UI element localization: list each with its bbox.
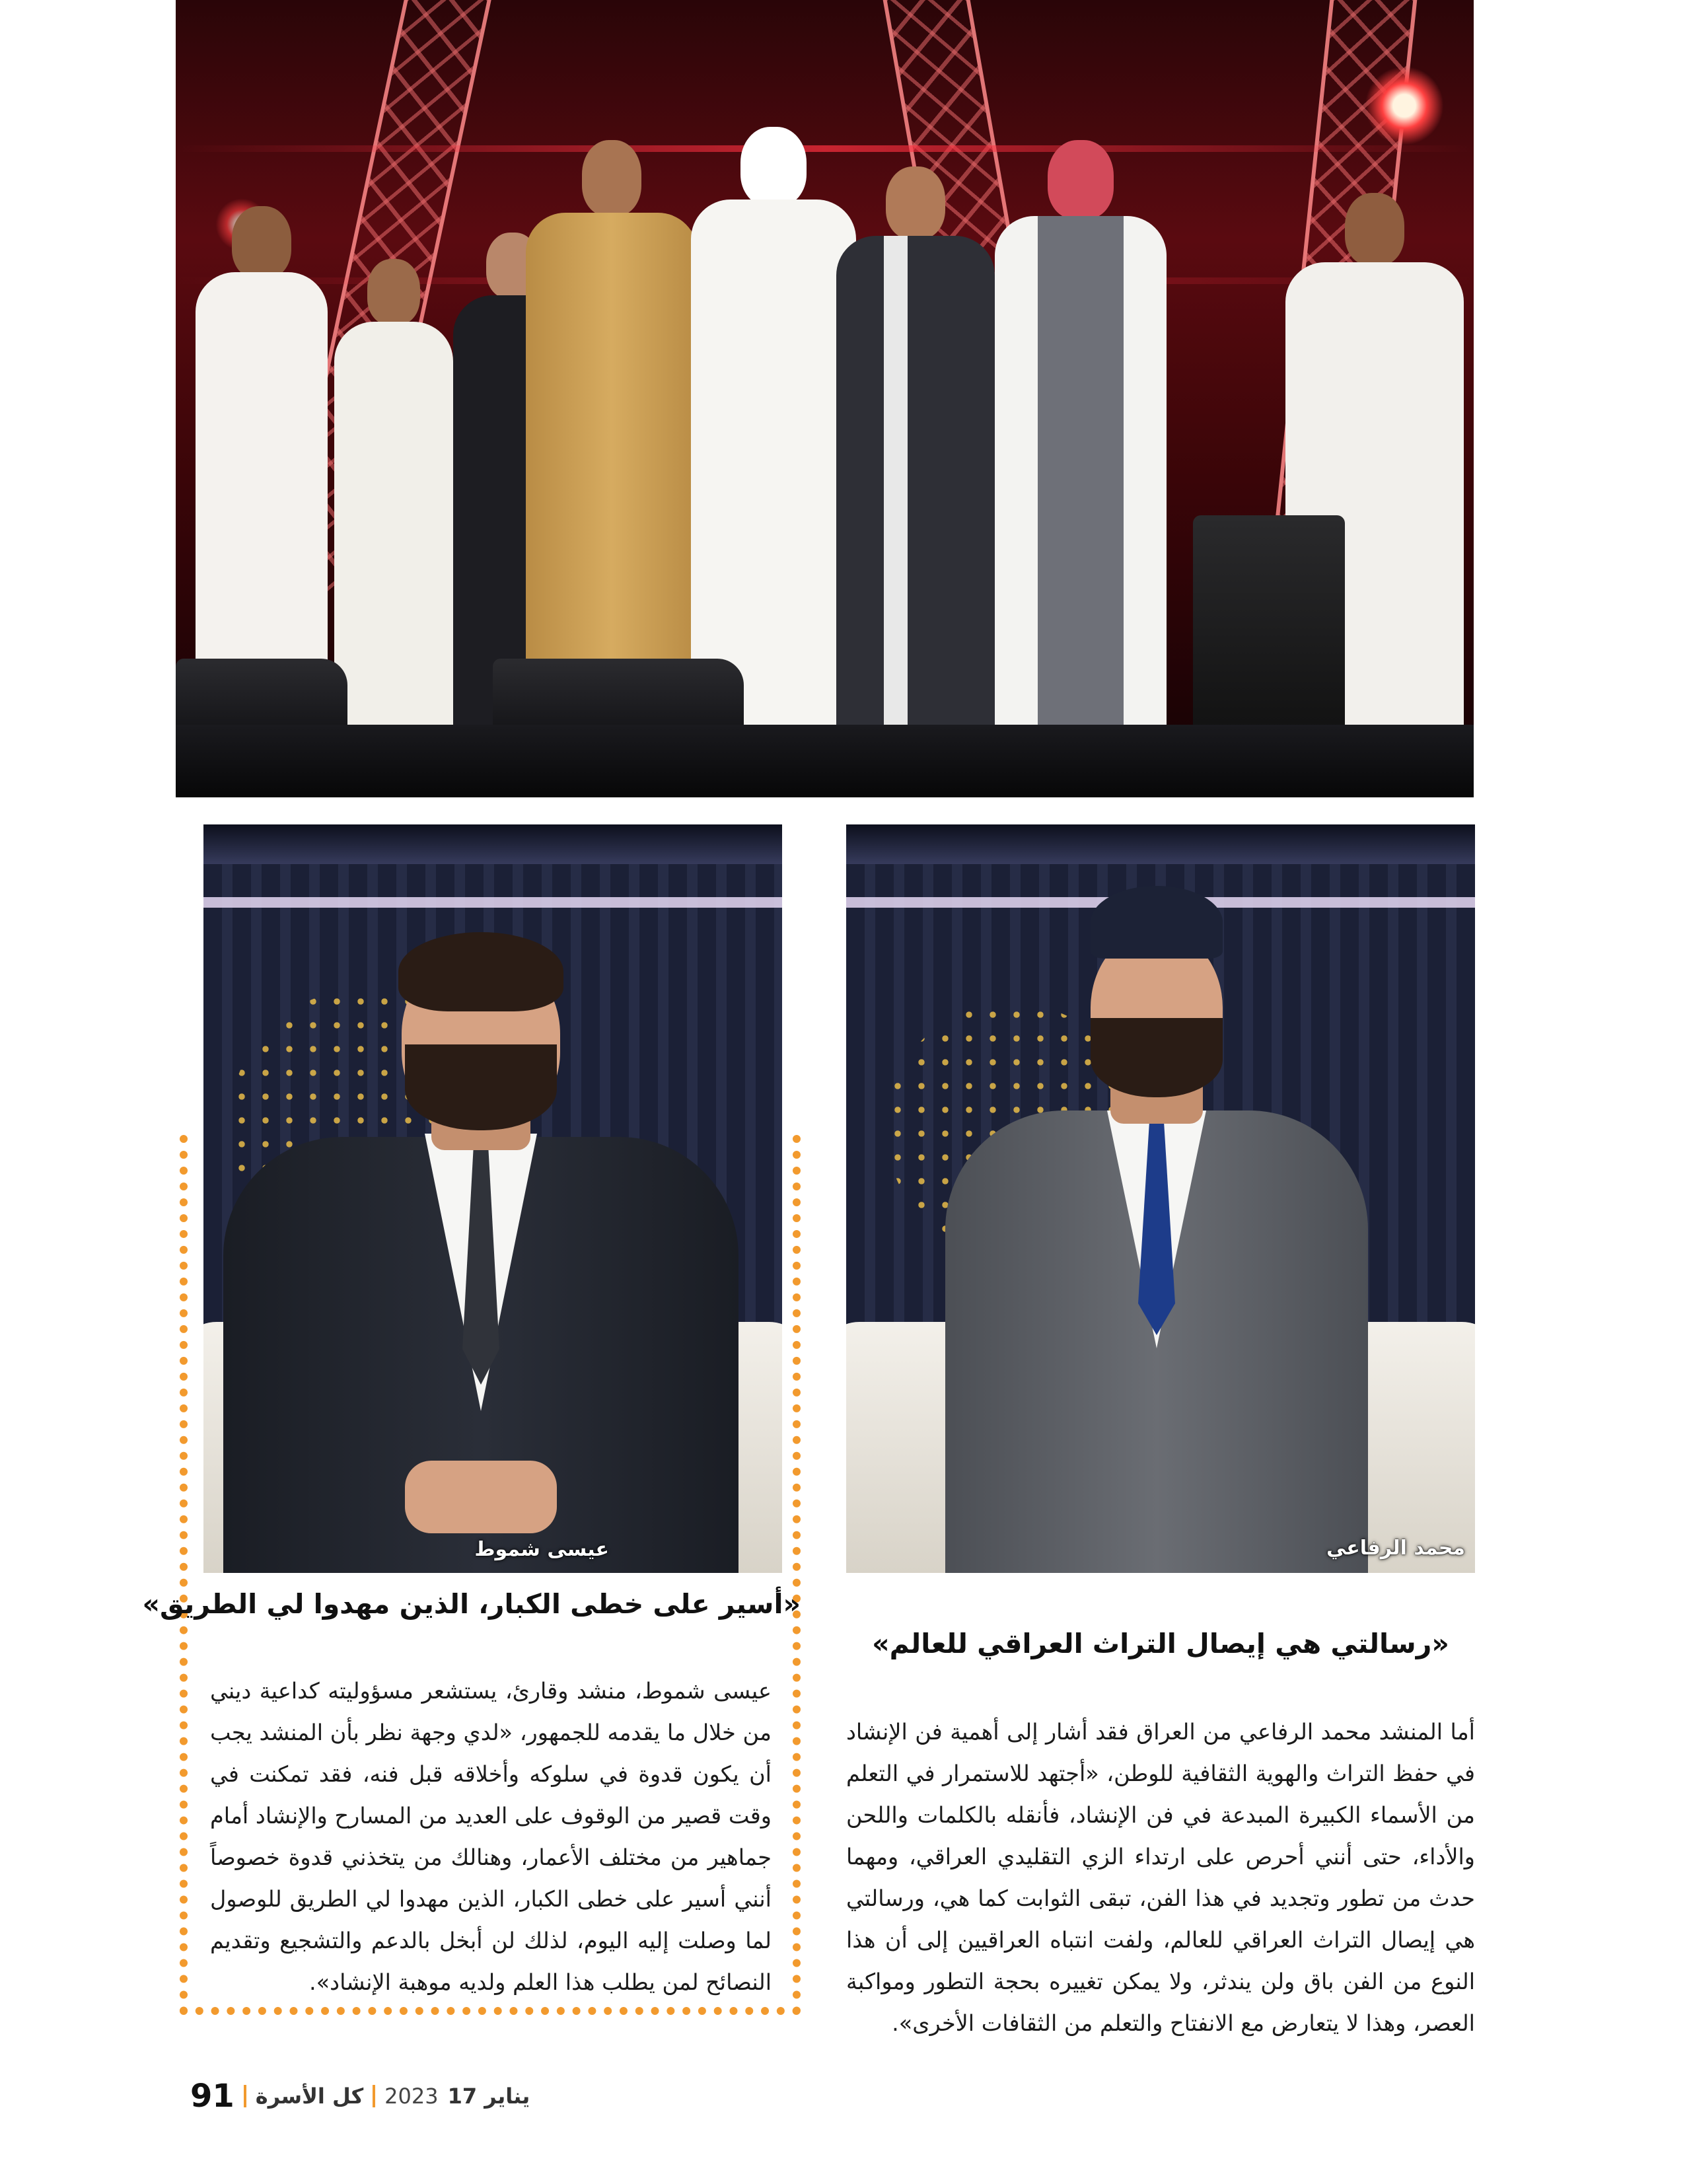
- footer-separator: [244, 2085, 246, 2107]
- page-number: 91: [190, 2078, 234, 2115]
- right-article-paragraph: أما المنشد محمد الرفاعي من العراق فقد أشار إلى أهمية فن الإنشاد في حفظ التراث والهوية الثقافية للوطن، «أجتهد للاستمرار في التعلم من الأسماء الكبيرة المبدعة في فن الإنشاد، فأنقله بالكلمات واللحن والأداء، حتى أنني أحرص على ارتداء الزي التقليدي العراقي، ومهما حدث من تطور وتجديد في هذا الفن، تبقى الثوابت كما هي، ورسالتي هي إيصال التراث العراقي للعالم، ولفت انتباه العراقيين إلى أن هذا النوع من الفن باق ولن يندثر، ولا يمكن تغييره بحجة التطور ومواكبة العصر، وهذا لا يتعارض مع الانفتاح والتعلم من الثقافات الأخرى».: [846, 1719, 1475, 2036]
- right-article-headline: «رسالتي هي إيصال التراث العراقي للعالم»: [872, 1628, 1449, 1659]
- stage-light: [1365, 66, 1444, 145]
- magazine-name: كل الأسرة: [255, 2084, 364, 2109]
- performer: [691, 127, 856, 735]
- left-article-body: [210, 1670, 772, 2003]
- photo-caption: عيسى شموط: [474, 1538, 609, 1561]
- stage-floor: [176, 725, 1474, 797]
- issue-date: 17 يناير: [447, 2084, 530, 2109]
- right-article-body: [846, 1711, 1475, 2044]
- page-footer: [190, 2076, 530, 2116]
- left-article-headline: «أسير على خطى الكبار، الذين مهدوا لي الطريق»: [142, 1588, 801, 1620]
- performer: [995, 140, 1167, 735]
- tv-camera: [1193, 515, 1345, 740]
- photo-caption: محمد الرفاعي: [1326, 1537, 1465, 1560]
- performer: [334, 259, 453, 735]
- left-article-paragraph: عيسى شموط، منشد وقارئ، يستشعر مسؤوليته كداعية ديني من خلال ما يقدمه للجمهور، «لدي وجهة نظر بأن المنشد يجب أن يكون قدوة في سلوكه وأخلاقه قبل فنه، فقد تمكنت في وقت قصير من الوقوف على العديد من المسارح والإنشاد أمام جماهير من مختلف الأعمار، وهنالك من يتخذني قدوة خصوصاً أنني أسير على خطى الكبار، الذين مهدوا لي الطريق للوصول لما وصلت إليه اليوم، لذلك لن أبخل بالدعم والتشجيع وتقديم النصائح لمن يطلب هذا العلم ولديه موهبة الإنشاد».: [210, 1678, 772, 1995]
- portrait-photo-right: [846, 824, 1475, 1573]
- iraqi-cap: [1091, 886, 1223, 959]
- performer: [836, 166, 995, 735]
- issue-year: 2023: [384, 2084, 439, 2109]
- footer-separator: [373, 2085, 375, 2107]
- stage-group-photo: [176, 0, 1474, 797]
- person-mohammed-alrifai: [945, 859, 1368, 1573]
- performer: [196, 206, 328, 735]
- performer: [526, 140, 698, 735]
